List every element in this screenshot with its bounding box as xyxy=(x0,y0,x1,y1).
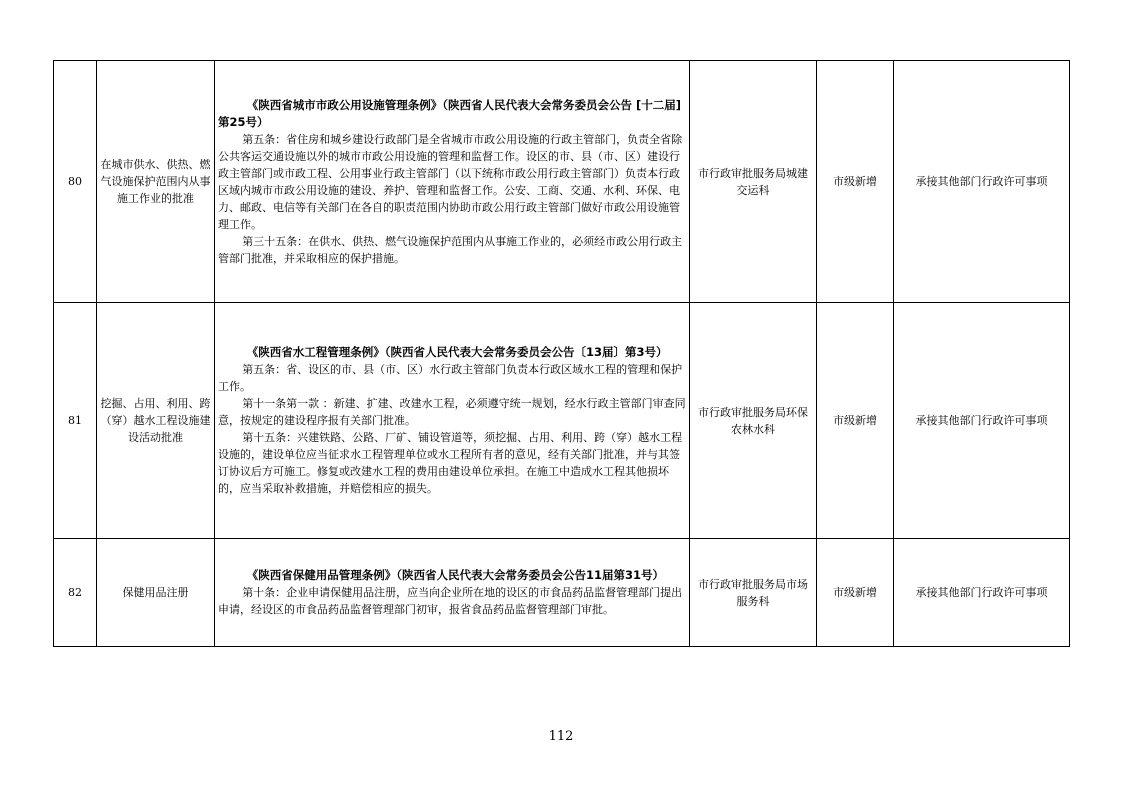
law-article: 第十五条：兴建铁路、公路、厂矿、铺设管道等，须挖掘、占用、利用、跨（穿）越水工程设施的，建设单位应当征求水工程管理单位或水工程所有者的意见，经有关部门批准，并与其签订协议后方可施工。修复或改建水工程的费用由建设单位承担。在施工中造成水工程其他损坏的，应当采取补救措施，并赔偿相应的损失。 xyxy=(218,431,683,495)
item-name: 保健用品注册 xyxy=(97,539,215,647)
responsible-department: 市行政审批服务局市场服务科 xyxy=(690,539,817,647)
responsible-department: 市行政审批服务局环保农林水科 xyxy=(690,303,817,539)
law-title: 《陕西省保健用品管理条例》（陕西省人民代表大会常务委员会公告11届第31号） xyxy=(246,568,665,582)
table-row xyxy=(54,539,1070,647)
law-article: 第十条：企业申请保健用品注册，应当向企业所在地的设区的市食品药品监督管理部门提出申请，经设区的市食品药品监督管理部门初审，报省食品药品监督管理部门审批。 xyxy=(218,586,683,616)
page-number: 112 xyxy=(548,729,574,744)
law-title: 《陕西省城市市政公用设施管理条例》（陕西省人民代表大会常务委员会公告 [十二届] 第25号） xyxy=(218,97,682,129)
table-row xyxy=(54,61,1070,303)
item-level: 市级新增 xyxy=(817,303,894,539)
legal-basis xyxy=(215,539,690,647)
item-remark: 承接其他部门行政许可事项 xyxy=(894,539,1070,647)
item-remark: 承接其他部门行政许可事项 xyxy=(894,303,1070,539)
item-number: 82 xyxy=(54,539,97,647)
table-row xyxy=(54,303,1070,539)
law-article: 第十一条第一款 ：新建、扩建、改建水工程，必须遵守统一规划，经水行政主管部门审查同意，按规定的建设程序报有关部门批准。 xyxy=(218,397,686,427)
approval-items-table xyxy=(53,60,1070,647)
item-level: 市级新增 xyxy=(817,61,894,303)
item-remark: 承接其他部门行政许可事项 xyxy=(894,61,1070,303)
item-number: 80 xyxy=(54,61,97,303)
law-article: 第五条：省住房和城乡建设行政部门是全省城市市政公用设施的行政主管部门，负责全省除公共客运交通设施以外的城市市政公用设施的管理和监督工作。设区的市、县（市、区）建设行政主管部门或市政工程、公用事业行政主管部门（以下统称市政公用行政主管部门）负责本行政区域内城市市政公用设施的建设、养护、管理和监督工作。公安、工商、交通、水利、环保、电力、邮政、电信等有关部门在各自的职责范围内协助市政公用行政主管部门做好市政公用设施管理工作。 xyxy=(218,132,683,231)
legal-basis xyxy=(215,303,690,539)
legal-basis xyxy=(215,61,690,303)
item-number: 81 xyxy=(54,303,97,539)
item-level: 市级新增 xyxy=(817,539,894,647)
item-name: 挖掘、占用、利用、跨（穿）越水工程设施建设活动批准 xyxy=(97,303,215,539)
law-title: 《陕西省水工程管理条例》（陕西省人民代表大会常务委员会公告〔13届〕第3号） xyxy=(246,345,668,359)
law-article: 第三十五条：在供水、供热、燃气设施保护范围内从事施工作业的，必须经市政公用行政主管部门批准，并采取相应的保护措施。 xyxy=(218,234,683,265)
law-article: 第五条：省、设区的市、县（市、区）水行政主管部门负责本行政区域水工程的管理和保护工作。 xyxy=(218,363,683,393)
item-name: 在城市供水、供热、燃气设施保护范围内从事施工作业的批准 xyxy=(97,61,215,303)
responsible-department: 市行政审批服务局城建交运科 xyxy=(690,61,817,303)
